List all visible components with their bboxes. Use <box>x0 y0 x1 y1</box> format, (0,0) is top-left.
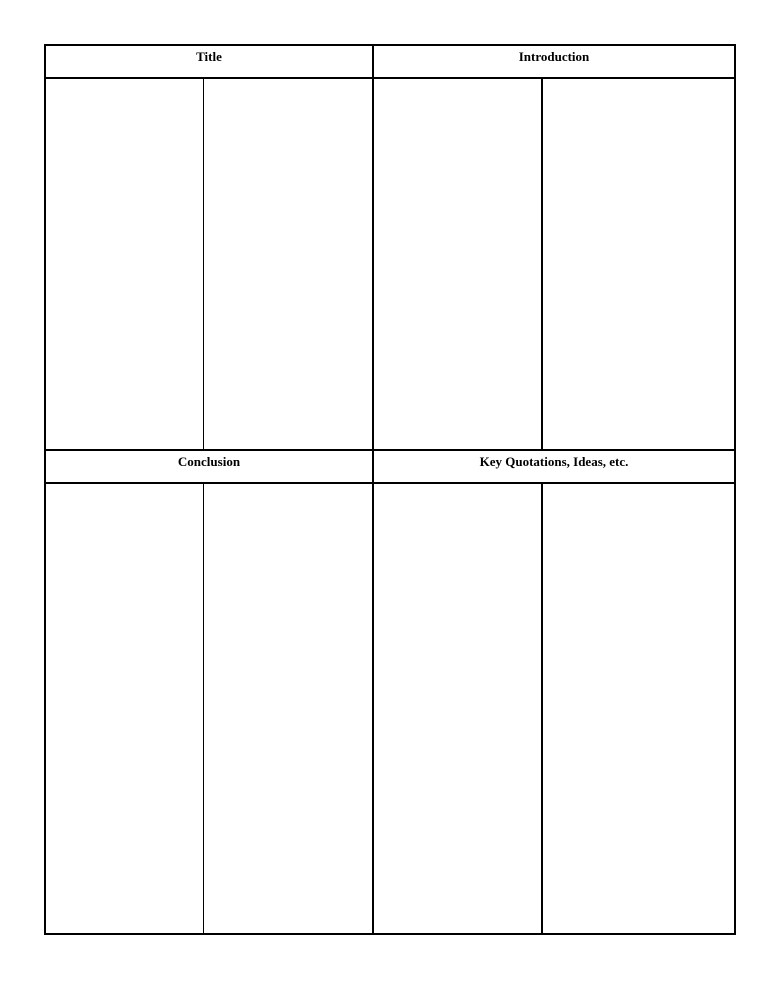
conclusion-quadrant <box>44 449 374 935</box>
introduction-right-column[interactable] <box>543 79 734 449</box>
graphic-organizer-sheet <box>44 44 736 935</box>
key-quotations-body <box>374 484 734 933</box>
title-right-column[interactable] <box>204 79 372 449</box>
conclusion-body <box>46 484 372 933</box>
key-quotations-quadrant <box>372 449 736 935</box>
introduction-body <box>374 79 734 449</box>
key-quotations-header: Key Quotations, Ideas, etc. <box>374 451 734 484</box>
conclusion-header: Conclusion <box>46 451 372 484</box>
title-body <box>46 79 372 449</box>
conclusion-left-column[interactable] <box>46 484 203 933</box>
conclusion-right-column[interactable] <box>204 484 372 933</box>
key-quotations-left-column[interactable] <box>374 484 541 933</box>
title-quadrant <box>44 44 374 451</box>
introduction-quadrant <box>372 44 736 451</box>
introduction-left-column[interactable] <box>374 79 541 449</box>
title-left-column[interactable] <box>46 79 203 449</box>
title-header: Title <box>46 46 372 79</box>
key-quotations-right-column[interactable] <box>543 484 734 933</box>
introduction-header: Introduction <box>374 46 734 79</box>
